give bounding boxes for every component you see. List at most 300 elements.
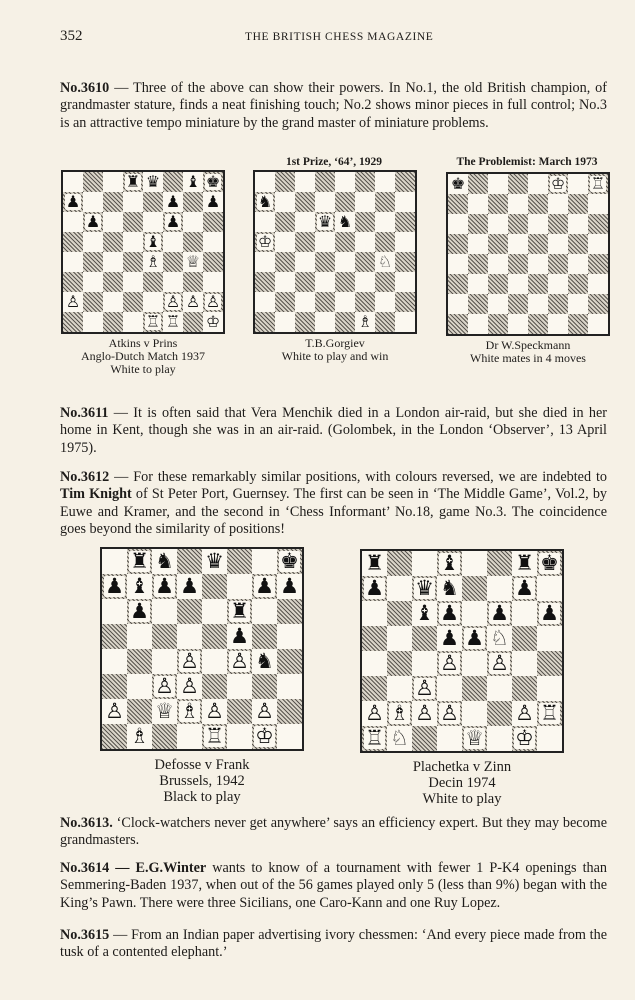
board-square: [203, 212, 223, 232]
board-square: [335, 232, 355, 252]
black-bishop-icon: ♝: [415, 601, 434, 625]
board-square: [487, 601, 512, 626]
black-knight-icon: ♞: [255, 649, 274, 673]
board-square: [412, 551, 437, 576]
board-square: [362, 701, 387, 726]
board-square: [152, 549, 177, 574]
item-text: wants to know of a tournament with fewer 1 P-K4 openings than Semmering-Baden 1937, when out of the 56 games played only 5 (less than 9%) began with the King’s Pawn. There were three Sicilians, one Caro-Kann and one Ruy Lopez.: [60, 860, 608, 911]
board-square: [355, 212, 375, 232]
board-square: [123, 172, 143, 192]
board-square: [355, 172, 375, 192]
diagram-3-caption: [448, 339, 608, 365]
caption-line: Brussels, 1942: [159, 773, 245, 789]
caption-line: Decin 1974: [428, 775, 496, 791]
item-3615: [60, 927, 607, 962]
diagram-2-caption: [255, 337, 415, 363]
board-square: [448, 254, 468, 274]
board-square: [375, 272, 395, 292]
board-square: [315, 292, 335, 312]
board-square: [412, 676, 437, 701]
item-label: No.3610: [60, 80, 110, 96]
white-pawn-icon: ♙: [165, 292, 181, 311]
board-square: [462, 551, 487, 576]
board-square: [227, 549, 252, 574]
board-square: [488, 294, 508, 314]
caption-line: White to play: [422, 791, 502, 807]
board-square: [588, 194, 608, 214]
board-square: [277, 624, 302, 649]
board-square: [127, 574, 152, 599]
board-square: [202, 649, 227, 674]
board-square: [83, 232, 103, 252]
board-square: [295, 172, 315, 192]
contributor-name: Tim Knight: [60, 486, 132, 503]
black-king-icon: ♚: [280, 549, 299, 573]
board-square: [143, 212, 163, 232]
board-square: [123, 252, 143, 272]
board-square: [183, 232, 203, 252]
board-square: [275, 192, 295, 212]
board-square: [335, 212, 355, 232]
board-square: [203, 252, 223, 272]
board-square: [568, 214, 588, 234]
board-square: [202, 674, 227, 699]
black-pawn-icon: ♟: [205, 192, 221, 211]
black-queen-icon: ♛: [205, 549, 224, 573]
page-number: 352: [60, 28, 83, 44]
black-bishop-icon: ♝: [185, 172, 201, 191]
board-square: [528, 274, 548, 294]
board-square: [375, 312, 395, 332]
board-square: [152, 624, 177, 649]
board-square: [448, 194, 468, 214]
board-square: [123, 312, 143, 332]
white-rook-icon: ♖: [205, 724, 224, 748]
board-square: [375, 172, 395, 192]
board-square: [362, 626, 387, 651]
board-square: [462, 701, 487, 726]
board-square: [412, 601, 437, 626]
white-pawn-icon: ♙: [105, 699, 124, 723]
white-pawn-icon: ♙: [415, 701, 434, 725]
board-square: [277, 574, 302, 599]
black-pawn-icon: ♟: [65, 192, 81, 211]
board-square: [488, 274, 508, 294]
board-square: [83, 172, 103, 192]
black-pawn-icon: ♟: [280, 574, 299, 598]
black-bishop-icon: ♝: [130, 574, 149, 598]
board-square: [315, 192, 335, 212]
board-square: [127, 699, 152, 724]
board-square: [163, 292, 183, 312]
board-square: [355, 232, 375, 252]
board-square: [143, 292, 163, 312]
board-square: [275, 252, 295, 272]
board-square: [275, 172, 295, 192]
board-square: [355, 192, 375, 212]
board-square: [512, 701, 537, 726]
board-square: [63, 292, 83, 312]
black-pawn-icon: ♟: [540, 601, 559, 625]
board-square: [127, 549, 152, 574]
board-square: [163, 252, 183, 272]
board-square: [277, 674, 302, 699]
board-square: [177, 699, 202, 724]
board-square: [255, 292, 275, 312]
board-square: [335, 272, 355, 292]
chess-diagram-atkins-prins: [61, 170, 225, 334]
board-square: [512, 676, 537, 701]
caption-line: Dr W.Speckmann: [485, 338, 571, 352]
board-square: [103, 252, 123, 272]
board-square: [83, 272, 103, 292]
white-queen-icon: ♕: [185, 252, 201, 271]
board-square: [277, 649, 302, 674]
board-square: [412, 626, 437, 651]
board-square: [127, 674, 152, 699]
board-square: [255, 312, 275, 332]
black-knight-icon: ♞: [337, 212, 353, 231]
board-square: [183, 192, 203, 212]
black-pawn-icon: ♟: [230, 624, 249, 648]
board-square: [152, 699, 177, 724]
board-square: [103, 192, 123, 212]
board-square: [227, 699, 252, 724]
white-rook-icon: ♖: [145, 312, 161, 331]
board-square: [123, 292, 143, 312]
black-pawn-icon: ♟: [165, 192, 181, 211]
board-square: [395, 272, 415, 292]
board-square: [508, 194, 528, 214]
board-square: [395, 312, 415, 332]
white-pawn-icon: ♙: [155, 674, 174, 698]
board-square: [127, 624, 152, 649]
caption-line: T.B.Gorgiev: [305, 336, 365, 350]
board-square: [375, 232, 395, 252]
board-square: [183, 252, 203, 272]
board-square: [568, 234, 588, 254]
board-square: [588, 234, 608, 254]
board-square: [528, 214, 548, 234]
item-label: No.3614: [60, 860, 110, 876]
board-square: [462, 626, 487, 651]
board-square: [163, 212, 183, 232]
board-square: [83, 212, 103, 232]
board-square: [548, 194, 568, 214]
item-3611: [60, 405, 607, 457]
black-pawn-icon: ♟: [165, 212, 181, 231]
board-square: [177, 574, 202, 599]
board-square: [468, 174, 488, 194]
white-pawn-icon: ♙: [185, 292, 201, 311]
white-king-icon: ♔: [255, 724, 274, 748]
board-square: [448, 174, 468, 194]
board-square: [448, 294, 468, 314]
board-square: [355, 252, 375, 272]
board-square: [177, 599, 202, 624]
board-square: [252, 724, 277, 749]
white-pawn-icon: ♙: [230, 649, 249, 673]
board-square: [588, 294, 608, 314]
board-square: [412, 576, 437, 601]
chess-diagram-defosse-frank: [100, 547, 304, 751]
board-square: [143, 232, 163, 252]
caption-line: White to play and win: [281, 349, 389, 363]
item-text: — It is often said that Vera Menchik died in a London air-raid, but she died in her home in Kent, though she was in an air-raid. (Golombek, in the London ‘Observer’, 13 April 1975).: [60, 405, 607, 456]
black-pawn-icon: ♟: [365, 576, 384, 600]
board-square: [103, 312, 123, 332]
board-square: [487, 701, 512, 726]
board-square: [203, 172, 223, 192]
board-square: [127, 724, 152, 749]
board-square: [468, 234, 488, 254]
board-square: [143, 192, 163, 212]
board-square: [568, 174, 588, 194]
board-square: [487, 651, 512, 676]
board-square: [548, 214, 568, 234]
board-square: [528, 174, 548, 194]
white-bishop-icon: ♗: [357, 312, 373, 331]
board-square: [387, 576, 412, 601]
board-square: [335, 172, 355, 192]
board-square: [387, 676, 412, 701]
item-separator: —: [109, 860, 136, 876]
board-square: [395, 232, 415, 252]
board-square: [488, 314, 508, 334]
board-square: [462, 576, 487, 601]
board-square: [103, 232, 123, 252]
board-square: [335, 292, 355, 312]
board-square: [437, 601, 462, 626]
black-pawn-icon: ♟: [155, 574, 174, 598]
white-pawn-icon: ♙: [180, 649, 199, 673]
board-square: [537, 551, 562, 576]
board-square: [468, 214, 488, 234]
board-square: [295, 212, 315, 232]
board-square: [163, 272, 183, 292]
board-square: [362, 651, 387, 676]
board-square: [488, 194, 508, 214]
board-square: [252, 574, 277, 599]
board-square: [548, 314, 568, 334]
board-square: [315, 272, 335, 292]
board-square: [275, 292, 295, 312]
board-square: [462, 676, 487, 701]
caption-line: White to play: [110, 362, 176, 376]
white-knight-icon: ♘: [490, 626, 509, 650]
board-square: [315, 312, 335, 332]
board-square: [335, 312, 355, 332]
diagram-1-caption: [63, 337, 223, 376]
board-square: [255, 232, 275, 252]
black-knight-icon: ♞: [155, 549, 174, 573]
board-square: [143, 252, 163, 272]
board-square: [295, 272, 315, 292]
board-square: [437, 551, 462, 576]
white-queen-icon: ♕: [465, 726, 484, 750]
board-square: [488, 174, 508, 194]
black-queen-icon: ♛: [317, 212, 333, 231]
black-pawn-icon: ♟: [180, 574, 199, 598]
board-square: [387, 551, 412, 576]
item-label: No.3613.: [60, 815, 113, 831]
board-square: [255, 252, 275, 272]
item-3614: [60, 860, 607, 912]
running-title: THE BRITISH CHESS MAGAZINE: [245, 31, 434, 43]
board-square: [395, 252, 415, 272]
board-square: [163, 192, 183, 212]
white-king-icon: ♔: [257, 232, 273, 251]
white-pawn-icon: ♙: [440, 701, 459, 725]
caption-line: Defosse v Frank: [154, 757, 250, 773]
caption-line: Anglo-Dutch Match 1937: [81, 349, 205, 363]
white-pawn-icon: ♙: [490, 651, 509, 675]
black-pawn-icon: ♟: [130, 599, 149, 623]
board-square: [252, 674, 277, 699]
board-square: [537, 676, 562, 701]
black-rook-icon: ♜: [130, 549, 149, 573]
board-square: [102, 724, 127, 749]
board-square: [183, 292, 203, 312]
board-square: [537, 651, 562, 676]
board-square: [387, 726, 412, 751]
white-pawn-icon: ♙: [440, 651, 459, 675]
white-pawn-icon: ♙: [205, 699, 224, 723]
board-square: [537, 576, 562, 601]
board-square: [488, 214, 508, 234]
board-square: [203, 272, 223, 292]
board-square: [512, 576, 537, 601]
caption-line: Atkins v Prins: [108, 336, 178, 350]
board-square: [387, 626, 412, 651]
black-knight-icon: ♞: [257, 192, 273, 211]
caption-line: Black to play: [163, 789, 241, 805]
board-square: [468, 314, 488, 334]
board-square: [277, 724, 302, 749]
board-square: [537, 601, 562, 626]
board-square: [275, 272, 295, 292]
white-pawn-icon: ♙: [415, 676, 434, 700]
item-3612: [60, 469, 607, 538]
board-square: [177, 724, 202, 749]
black-pawn-icon: ♟: [255, 574, 274, 598]
board-square: [528, 294, 548, 314]
board-square: [462, 726, 487, 751]
board-square: [375, 292, 395, 312]
diagram-4-caption: [102, 757, 302, 805]
black-pawn-icon: ♟: [490, 601, 509, 625]
board-square: [588, 254, 608, 274]
board-square: [227, 674, 252, 699]
page-header: [60, 28, 595, 50]
black-pawn-icon: ♟: [85, 212, 101, 231]
board-square: [102, 599, 127, 624]
board-square: [487, 626, 512, 651]
board-square: [437, 626, 462, 651]
item-label: No.3611: [60, 405, 109, 421]
board-square: [412, 651, 437, 676]
board-square: [437, 701, 462, 726]
board-square: [395, 212, 415, 232]
board-square: [315, 252, 335, 272]
board-square: [512, 626, 537, 651]
board-square: [395, 172, 415, 192]
board-square: [508, 254, 528, 274]
board-square: [102, 574, 127, 599]
board-square: [588, 274, 608, 294]
board-square: [177, 624, 202, 649]
board-square: [315, 212, 335, 232]
board-square: [395, 192, 415, 212]
board-square: [387, 701, 412, 726]
board-square: [362, 576, 387, 601]
board-square: [227, 624, 252, 649]
board-square: [462, 601, 487, 626]
board-square: [512, 551, 537, 576]
board-square: [528, 314, 548, 334]
board-square: [202, 699, 227, 724]
black-pawn-icon: ♟: [515, 576, 534, 600]
white-pawn-icon: ♙: [515, 701, 534, 725]
board-square: [277, 549, 302, 574]
board-square: [387, 601, 412, 626]
board-square: [468, 254, 488, 274]
board-square: [487, 726, 512, 751]
board-square: [528, 194, 548, 214]
white-knight-icon: ♘: [390, 726, 409, 750]
board-square: [202, 724, 227, 749]
white-pawn-icon: ♙: [365, 701, 384, 725]
board-square: [375, 192, 395, 212]
item-label: No.3615: [60, 927, 110, 943]
black-king-icon: ♚: [450, 174, 466, 193]
board-square: [63, 172, 83, 192]
board-square: [487, 576, 512, 601]
board-square: [448, 274, 468, 294]
board-square: [123, 192, 143, 212]
board-square: [143, 172, 163, 192]
board-square: [277, 599, 302, 624]
board-square: [568, 254, 588, 274]
board-square: [203, 192, 223, 212]
board-square: [412, 726, 437, 751]
board-square: [528, 254, 548, 274]
board-square: [387, 651, 412, 676]
board-square: [437, 726, 462, 751]
board-square: [102, 649, 127, 674]
board-square: [152, 599, 177, 624]
chess-diagram-plachetka-zinn: [360, 549, 564, 753]
board-square: [152, 674, 177, 699]
board-square: [588, 214, 608, 234]
board-square: [437, 576, 462, 601]
board-square: [202, 549, 227, 574]
board-square: [183, 212, 203, 232]
board-square: [437, 651, 462, 676]
board-square: [63, 192, 83, 212]
item-label: No.3612: [60, 469, 110, 485]
board-square: [375, 252, 395, 272]
board-square: [123, 212, 143, 232]
board-square: [362, 551, 387, 576]
board-square: [127, 599, 152, 624]
board-square: [512, 601, 537, 626]
board-square: [468, 194, 488, 214]
white-king-icon: ♔: [515, 726, 534, 750]
board-square: [177, 649, 202, 674]
board-square: [568, 194, 588, 214]
board-square: [183, 172, 203, 192]
